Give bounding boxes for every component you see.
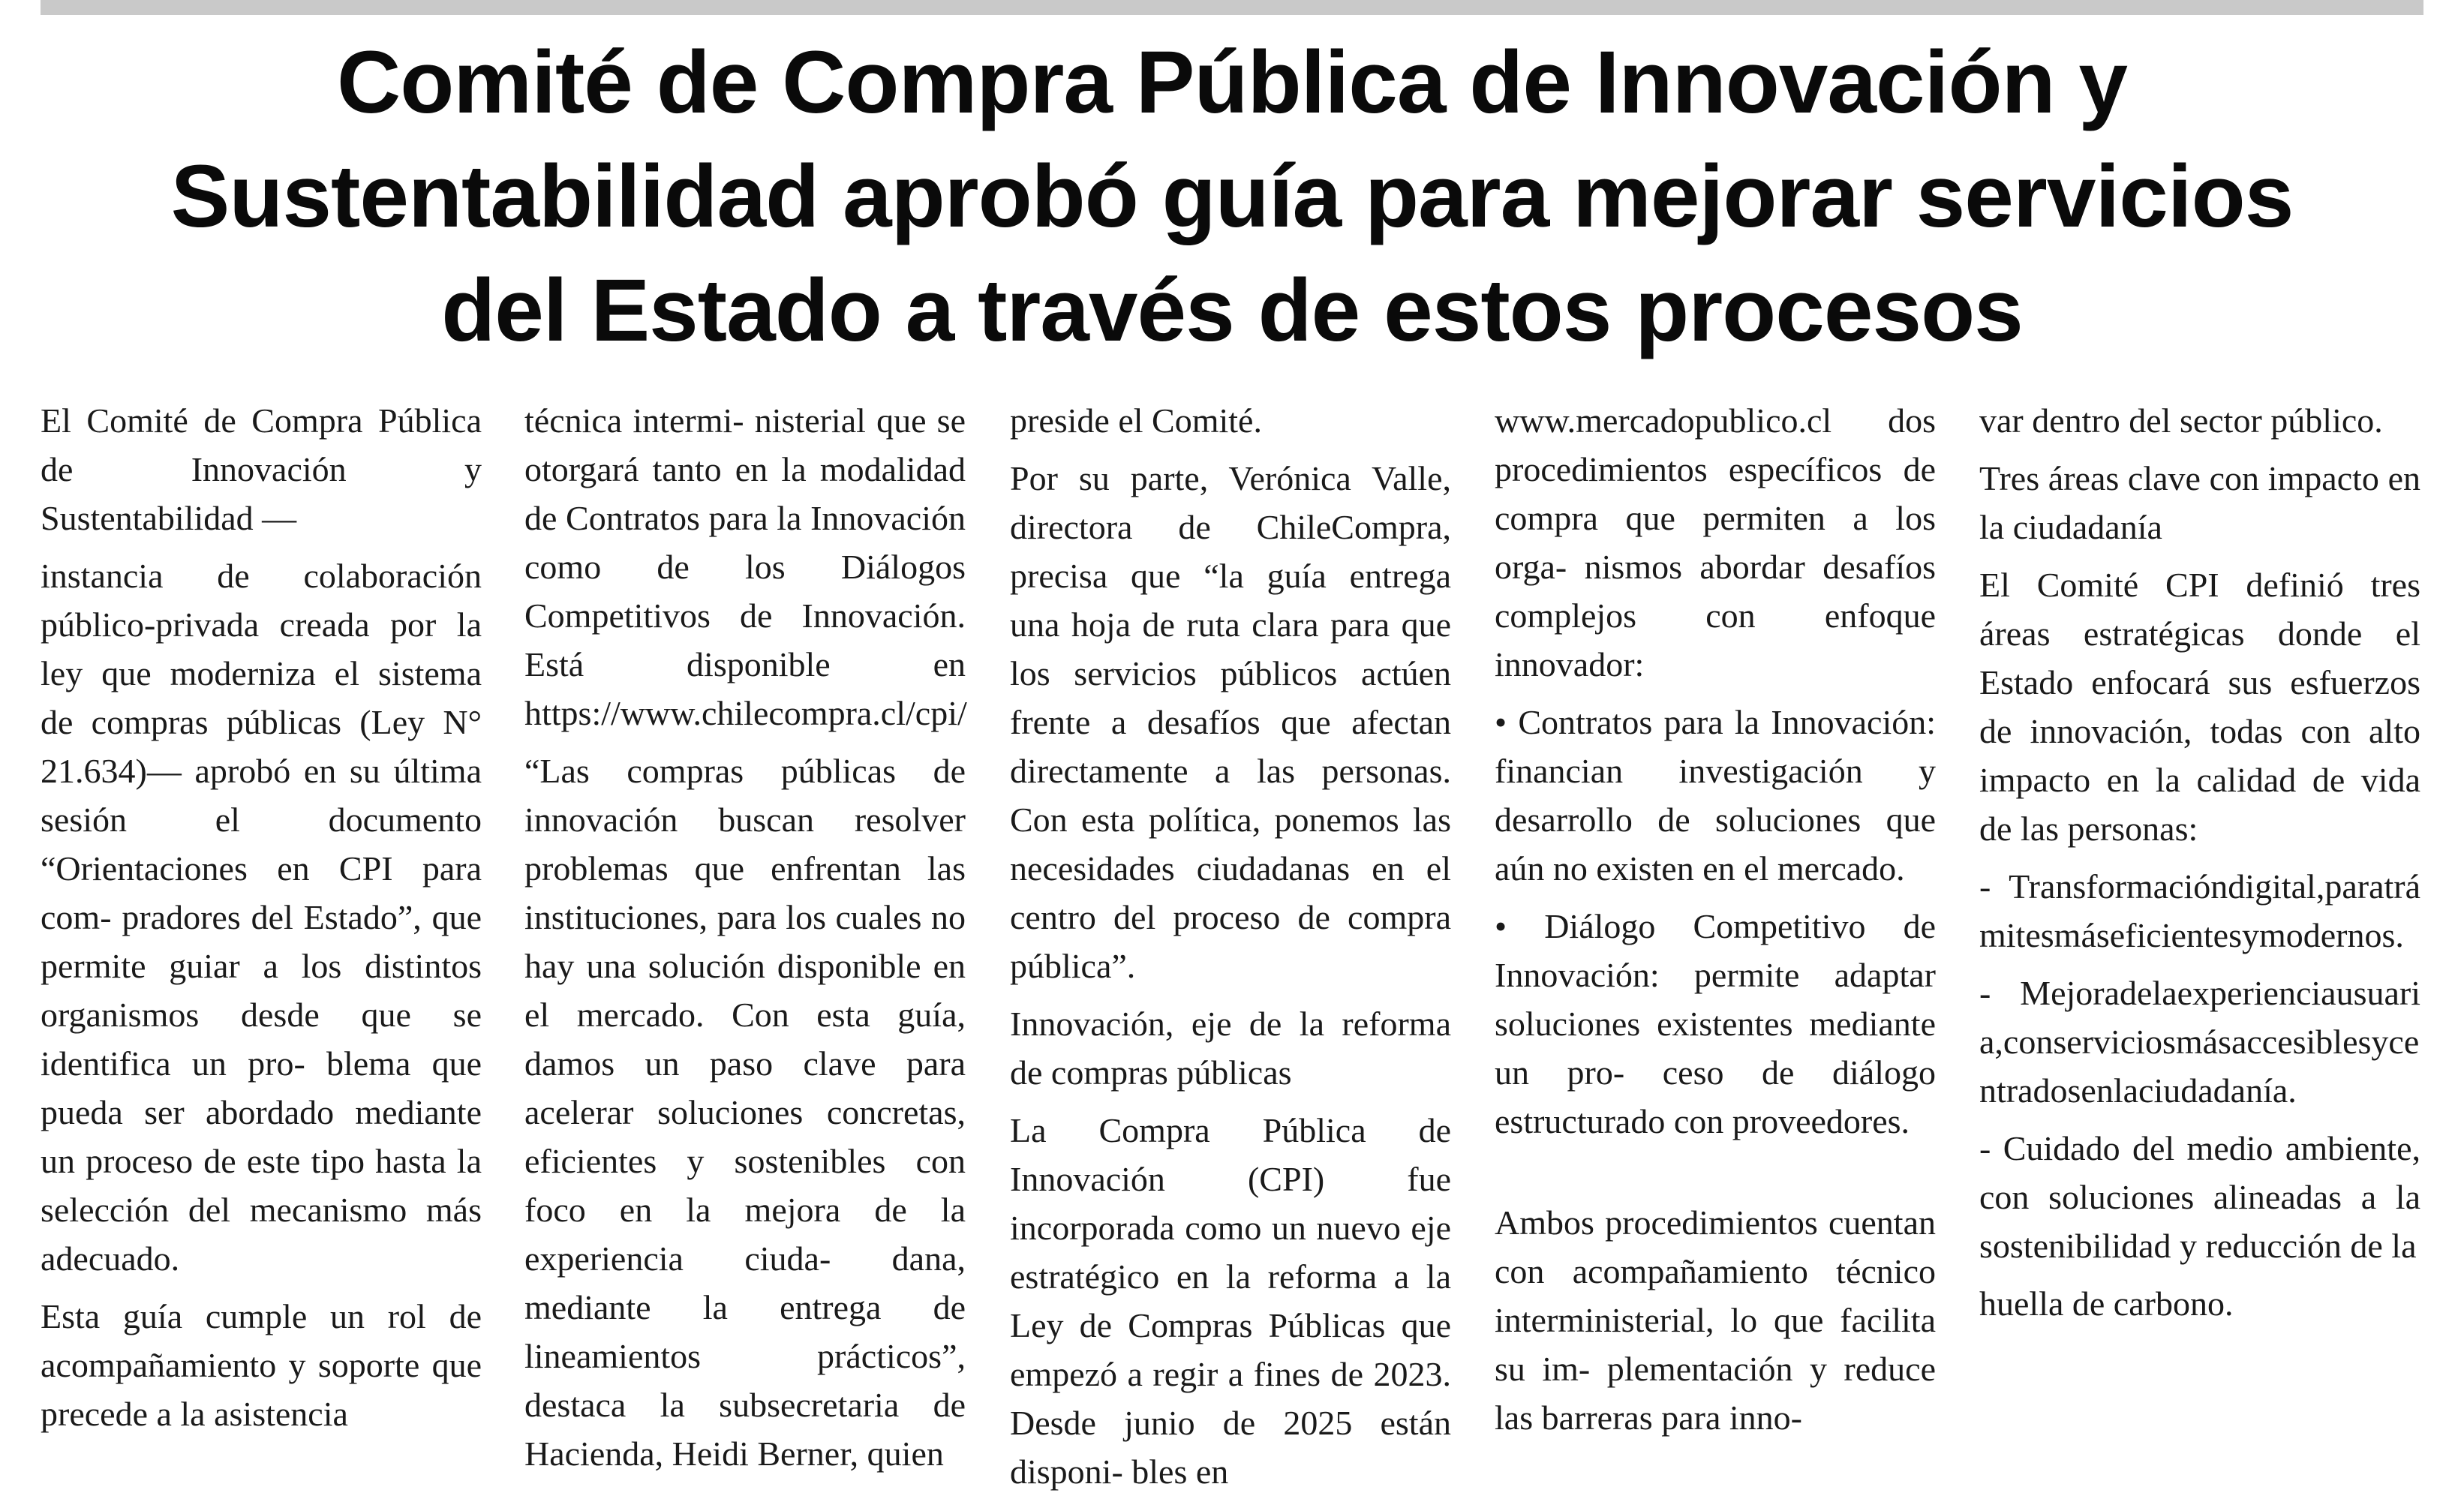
- paragraph: técnica intermi- nisterial que se otorgará tanto en la modalidad de Contratos para la Innovación como de los Diálogos Competitivos de Innovación. Está disponible en https://www.chilecompra.cl/cpi/: [524, 401, 967, 732]
- column-4: [1495, 396, 1936, 1451]
- subheading: Innovación, eje de la reforma de compras públicas: [1010, 1005, 1451, 1092]
- paragraph: instancia de colaboración público-privada creada por la ley que moderniza el sistema de compras públicas (Ley N° 21.634)— aprobó en su última sesión el documento “Orientaciones en CPI para com- pradores del Estado”, que permite guiar a los distintos organismos desde que se identifica un pro- blema que pueda ser abordado mediante un proceso de este tipo hasta la selección del mecanismo más adecuado.: [41, 557, 482, 1278]
- paragraph: Esta guía cumple un rol de acompañamiento y soporte que precede a la asistencia: [41, 1297, 482, 1433]
- headline: [90, 26, 2374, 368]
- headline-line-1: Comité de Compra Pública de Innovación y: [336, 33, 2128, 132]
- paragraph: var dentro del sector público.: [1979, 401, 2383, 440]
- subheading: Tres áreas clave con impacto en la ciudadanía: [1979, 459, 2420, 546]
- paragraph: huella de carbono.: [1979, 1284, 2234, 1323]
- paragraph: Por su parte, Verónica Valle, directora de ChileCompra, precisa que “la guía entrega una hoja de ruta clara para que los servicios públicos actúen frente a desafíos que afectan directamente a las personas. Con esta política, ponemos las necesidades ciudadanas en el centro del proceso de compra pública”.: [1010, 459, 1451, 985]
- paragraph: “Las compras públicas de innovación buscan resolver problemas que enfrentan las instituciones, para los cuales no hay una solución disponible en el mercado. Con esta guía, damos un paso clave para acelerar soluciones concretas, eficientes y sostenibles con foco en la mejora de la experiencia ciuda- dana, mediante la entrega de lineamientos prácticos”, destaca la subsecretaria de Hacienda, Heidi Berner, quien: [524, 752, 966, 1473]
- top-rule: [41, 0, 2423, 15]
- article-body: [41, 396, 2434, 1491]
- paragraph: www.mercadopublico.cl dos procedimientos específicos de compra que permiten a los orga- nismos abordar desafíos complejos con enfoque innovador:: [1495, 401, 1936, 683]
- paragraph: Ambos procedimientos cuentan con acompañamiento técnico interministerial, lo que facilita su im- plementación y reduce las barreras para inno-: [1495, 1203, 1936, 1437]
- column-5: [1979, 396, 2420, 1337]
- list-item: - Mejoradelaexperienciausuaria,conserviciosmásaccesiblesycentradosenlaciudadanía.: [1979, 974, 2420, 1110]
- list-item: - Transformacióndigital,paratrámitesmáseficientesymodernos.: [1979, 867, 2420, 954]
- headline-line-3: del Estado a través de estos procesos: [441, 261, 2023, 360]
- bullet-item: • Diálogo Competitivo de Innovación: permite adaptar soluciones existentes mediante un pro- ceso de diálogo estructurado con proveedores.: [1495, 907, 1936, 1140]
- paragraph: El Comité de Compra Pública de Innovación y Sustentabilidad —: [41, 401, 482, 537]
- bullet-item: • Contratos para la Innovación: financian investigación y desarrollo de soluciones que aún no existen en el mercado.: [1495, 703, 1936, 888]
- paragraph: La Compra Pública de Innovación (CPI) fue incorporada como un nuevo eje estratégico en la reforma a la Ley de Compras Públicas que empezó a regir a fines de 2023. Desde junio de 2025 están disponi- bles en: [1010, 1111, 1451, 1491]
- column-3: [1010, 396, 1451, 1505]
- paragraph: El Comité CPI definió tres áreas estratégicas donde el Estado enfocará sus esfuerzos de innovación, todas con alto impacto en la calidad de vida de las personas:: [1979, 566, 2420, 848]
- column-1: [41, 396, 482, 1447]
- list-item: - Cuidado del medio ambiente, con soluciones alineadas a la sostenibilidad y reducción de la: [1979, 1129, 2420, 1265]
- paragraph: preside el Comité.: [1010, 401, 1262, 440]
- headline-line-2: Sustentabilidad aprobó guía para mejorar servicios: [170, 147, 2294, 246]
- column-2: [524, 396, 966, 1487]
